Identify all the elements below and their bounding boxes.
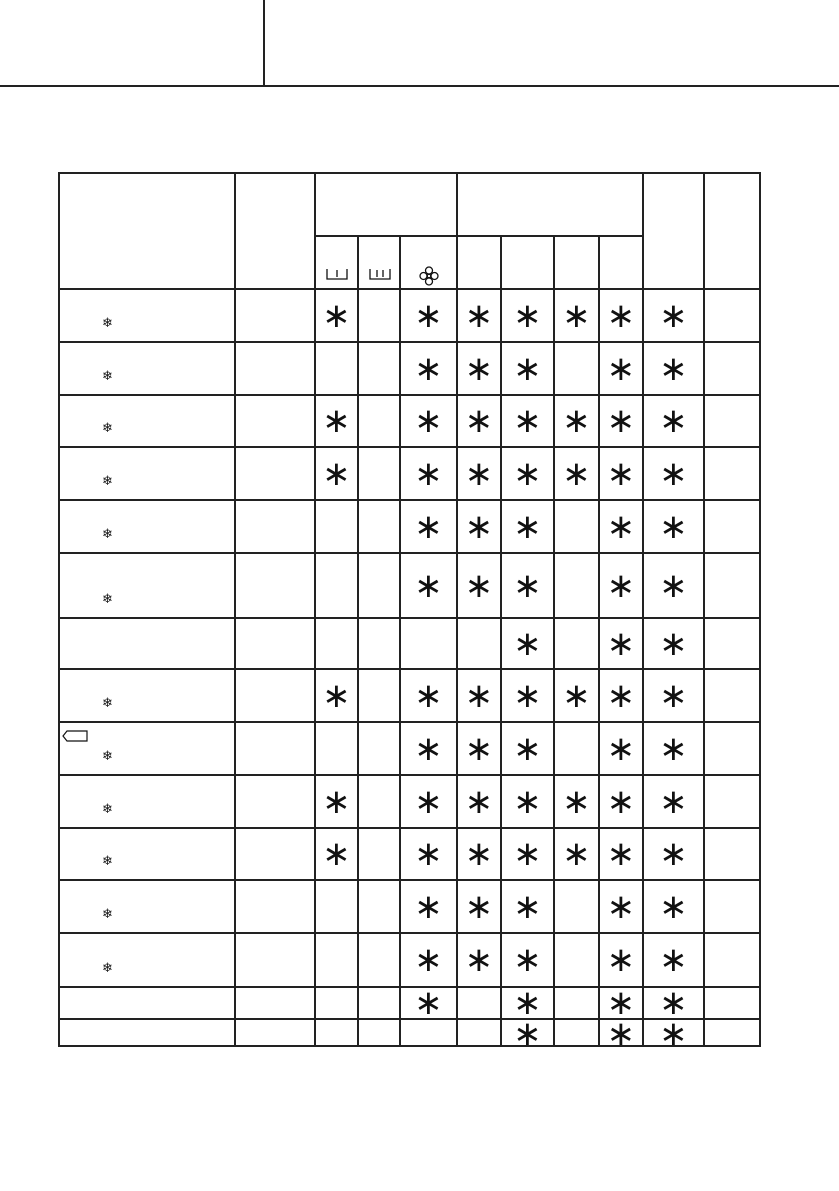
asterisk-glyph: ∗ <box>464 506 494 547</box>
mark-asterisk <box>644 290 703 341</box>
asterisk-glyph: ∗ <box>659 401 688 441</box>
asterisk-glyph: ∗ <box>464 401 494 441</box>
asterisk-glyph: ∗ <box>513 506 542 547</box>
freeze-icon: ❄ <box>102 592 113 607</box>
asterisk-glyph: ∗ <box>606 565 636 606</box>
asterisk-glyph: ∗ <box>513 675 542 716</box>
mark-asterisk <box>316 290 357 341</box>
asterisk-glyph: ∗ <box>659 940 688 980</box>
header-option-group <box>458 174 642 236</box>
asterisk-glyph: ∗ <box>659 295 688 336</box>
asterisk-glyph: ∗ <box>562 834 591 874</box>
softener-flower-icon <box>419 266 439 286</box>
mark-asterisk <box>502 776 553 827</box>
mark-asterisk <box>600 448 642 499</box>
asterisk-glyph: ∗ <box>464 728 494 769</box>
mark-asterisk <box>458 396 500 446</box>
asterisk-glyph: ∗ <box>464 834 494 874</box>
asterisk-glyph: ∗ <box>606 940 636 980</box>
mark-asterisk <box>600 554 642 617</box>
asterisk-glyph: ∗ <box>562 401 591 441</box>
mark-asterisk <box>600 619 642 668</box>
freeze-icon: ❄ <box>102 854 113 869</box>
asterisk-glyph: ∗ <box>606 401 636 441</box>
mark-asterisk <box>555 670 598 721</box>
mark-asterisk <box>644 448 703 499</box>
mark-asterisk <box>502 501 553 552</box>
mark-asterisk <box>401 983 456 1023</box>
mark-asterisk <box>458 343 500 394</box>
freeze-icon: ❄ <box>102 907 113 922</box>
mark-asterisk <box>600 1013 642 1054</box>
header-subdivider <box>357 235 359 288</box>
asterisk-glyph: ∗ <box>513 348 542 389</box>
column-divider <box>357 288 359 1047</box>
mark-asterisk <box>401 723 456 774</box>
asterisk-glyph: ∗ <box>414 401 443 441</box>
mark-asterisk <box>401 290 456 341</box>
header-divider <box>642 172 644 288</box>
mark-asterisk <box>644 670 703 721</box>
header-divider-vertical <box>263 0 265 86</box>
asterisk-glyph: ∗ <box>562 781 591 822</box>
mark-asterisk <box>502 881 553 932</box>
asterisk-glyph: ∗ <box>606 781 636 822</box>
asterisk-glyph: ∗ <box>513 623 542 664</box>
asterisk-glyph: ∗ <box>513 781 542 822</box>
asterisk-glyph: ∗ <box>464 886 494 927</box>
asterisk-glyph: ∗ <box>562 295 591 336</box>
asterisk-glyph: ∗ <box>322 781 351 822</box>
mark-asterisk <box>316 776 357 827</box>
asterisk-glyph: ∗ <box>414 728 443 769</box>
mark-asterisk <box>600 723 642 774</box>
asterisk-glyph: ∗ <box>414 506 443 547</box>
mark-asterisk <box>644 723 703 774</box>
asterisk-glyph: ∗ <box>606 886 636 927</box>
mark-asterisk <box>458 829 500 879</box>
asterisk-glyph: ∗ <box>513 1013 542 1054</box>
mark-asterisk <box>644 343 703 394</box>
mark-asterisk <box>555 396 598 446</box>
mark-asterisk <box>401 776 456 827</box>
header-subdivider <box>500 235 502 288</box>
freeze-icon: ❄ <box>102 802 113 817</box>
mark-asterisk <box>316 396 357 446</box>
header-col-10 <box>644 174 702 290</box>
asterisk-glyph: ∗ <box>513 728 542 769</box>
mark-asterisk <box>316 670 357 721</box>
asterisk-glyph: ∗ <box>513 886 542 927</box>
mark-asterisk <box>458 290 500 341</box>
asterisk-glyph: ∗ <box>513 983 542 1023</box>
column-divider <box>703 288 705 1047</box>
asterisk-glyph: ∗ <box>513 834 542 874</box>
freeze-icon: ❄ <box>102 474 113 489</box>
mark-asterisk <box>644 619 703 668</box>
asterisk-glyph: ∗ <box>414 781 443 822</box>
header-col-11 <box>704 174 761 290</box>
mark-asterisk <box>316 829 357 879</box>
freeze-icon: ❄ <box>102 316 113 331</box>
asterisk-glyph: ∗ <box>513 401 542 441</box>
asterisk-glyph: ∗ <box>659 1013 688 1054</box>
mark-asterisk <box>600 934 642 986</box>
freeze-icon: ❄ <box>102 749 113 764</box>
asterisk-glyph: ∗ <box>606 728 636 769</box>
mark-asterisk <box>555 776 598 827</box>
mark-asterisk <box>600 343 642 394</box>
mark-asterisk <box>458 934 500 986</box>
label-tag-icon <box>62 730 88 742</box>
mark-asterisk <box>502 829 553 879</box>
header-subdivider <box>553 235 555 288</box>
mark-asterisk <box>555 448 598 499</box>
mark-asterisk <box>502 448 553 499</box>
asterisk-glyph: ∗ <box>414 348 443 389</box>
asterisk-glyph: ∗ <box>562 675 591 716</box>
mark-asterisk <box>502 670 553 721</box>
mark-asterisk <box>401 501 456 552</box>
freeze-icon: ❄ <box>102 369 113 384</box>
mark-asterisk <box>401 343 456 394</box>
mark-asterisk <box>401 934 456 986</box>
mark-asterisk <box>600 829 642 879</box>
header-divider <box>314 172 316 288</box>
mark-asterisk <box>401 448 456 499</box>
header-rule <box>0 85 839 87</box>
mark-asterisk <box>458 554 500 617</box>
asterisk-glyph: ∗ <box>513 565 542 606</box>
asterisk-glyph: ∗ <box>659 983 688 1023</box>
asterisk-glyph: ∗ <box>464 348 494 389</box>
asterisk-glyph: ∗ <box>606 453 636 494</box>
asterisk-glyph: ∗ <box>606 348 636 389</box>
mark-asterisk <box>401 829 456 879</box>
header-divider <box>703 172 705 288</box>
mark-asterisk <box>401 396 456 446</box>
mark-asterisk <box>458 881 500 932</box>
asterisk-glyph: ∗ <box>659 886 688 927</box>
asterisk-glyph: ∗ <box>606 675 636 716</box>
asterisk-glyph: ∗ <box>513 940 542 980</box>
asterisk-glyph: ∗ <box>659 565 688 606</box>
mark-asterisk <box>401 554 456 617</box>
asterisk-glyph: ∗ <box>464 675 494 716</box>
header-left-cell <box>0 0 263 86</box>
column-divider <box>234 288 236 1047</box>
asterisk-glyph: ∗ <box>562 453 591 494</box>
header-subdivider <box>399 235 401 288</box>
asterisk-glyph: ∗ <box>606 506 636 547</box>
mark-asterisk <box>600 881 642 932</box>
mark-asterisk <box>502 723 553 774</box>
mark-asterisk <box>644 776 703 827</box>
asterisk-glyph: ∗ <box>322 453 351 494</box>
mark-asterisk <box>644 396 703 446</box>
asterisk-glyph: ∗ <box>464 781 494 822</box>
mark-asterisk <box>644 1013 703 1054</box>
mark-asterisk <box>644 881 703 932</box>
asterisk-glyph: ∗ <box>414 295 443 336</box>
mark-asterisk <box>316 448 357 499</box>
mark-asterisk <box>458 501 500 552</box>
mark-asterisk <box>600 670 642 721</box>
asterisk-glyph: ∗ <box>606 295 636 336</box>
freeze-icon: ❄ <box>102 696 113 711</box>
mark-asterisk <box>401 881 456 932</box>
asterisk-glyph: ∗ <box>322 401 351 441</box>
asterisk-glyph: ∗ <box>659 506 688 547</box>
asterisk-glyph: ∗ <box>464 565 494 606</box>
header-detergent-group <box>316 174 456 236</box>
asterisk-glyph: ∗ <box>414 940 443 980</box>
asterisk-glyph: ∗ <box>322 295 351 336</box>
header-subdivider <box>598 235 600 288</box>
header-temperature <box>236 174 314 290</box>
header-divider <box>234 172 236 288</box>
asterisk-glyph: ∗ <box>659 781 688 822</box>
asterisk-glyph: ∗ <box>464 940 494 980</box>
mark-asterisk <box>555 829 598 879</box>
asterisk-glyph: ∗ <box>414 886 443 927</box>
freeze-icon: ❄ <box>102 421 113 436</box>
asterisk-glyph: ∗ <box>322 834 351 874</box>
mark-asterisk <box>502 554 553 617</box>
asterisk-glyph: ∗ <box>414 565 443 606</box>
prewash-tub-icon <box>326 267 348 281</box>
freeze-icon: ❄ <box>102 527 113 542</box>
asterisk-glyph: ∗ <box>414 453 443 494</box>
mark-asterisk <box>458 723 500 774</box>
asterisk-glyph: ∗ <box>659 675 688 716</box>
mark-asterisk <box>502 934 553 986</box>
freeze-icon: ❄ <box>102 961 113 976</box>
mark-asterisk <box>502 1013 553 1054</box>
mark-asterisk <box>458 670 500 721</box>
mark-asterisk <box>502 619 553 668</box>
mark-asterisk <box>600 290 642 341</box>
asterisk-glyph: ∗ <box>659 623 688 664</box>
header-subrule <box>314 235 642 237</box>
mark-asterisk <box>502 343 553 394</box>
asterisk-glyph: ∗ <box>414 983 443 1023</box>
main-wash-tub-icon <box>369 267 391 281</box>
mark-asterisk <box>458 448 500 499</box>
asterisk-glyph: ∗ <box>659 453 688 494</box>
asterisk-glyph: ∗ <box>606 834 636 874</box>
mark-asterisk <box>555 290 598 341</box>
mark-asterisk <box>600 776 642 827</box>
asterisk-glyph: ∗ <box>414 834 443 874</box>
header-program <box>60 174 234 290</box>
mark-asterisk <box>502 290 553 341</box>
asterisk-glyph: ∗ <box>606 983 636 1023</box>
mark-asterisk <box>600 396 642 446</box>
asterisk-glyph: ∗ <box>513 453 542 494</box>
header-divider <box>456 172 458 288</box>
program-table <box>58 172 761 1054</box>
asterisk-glyph: ∗ <box>606 623 636 664</box>
asterisk-glyph: ∗ <box>414 675 443 716</box>
mark-asterisk <box>401 670 456 721</box>
asterisk-glyph: ∗ <box>464 453 494 494</box>
mark-asterisk <box>644 934 703 986</box>
asterisk-glyph: ∗ <box>464 295 494 336</box>
asterisk-glyph: ∗ <box>513 295 542 336</box>
mark-asterisk <box>458 776 500 827</box>
mark-asterisk <box>644 554 703 617</box>
asterisk-glyph: ∗ <box>659 728 688 769</box>
asterisk-glyph: ∗ <box>322 675 351 716</box>
asterisk-glyph: ∗ <box>606 1013 636 1054</box>
header-right-cell <box>265 0 839 86</box>
asterisk-glyph: ∗ <box>659 348 688 389</box>
mark-asterisk <box>644 829 703 879</box>
mark-asterisk <box>644 501 703 552</box>
mark-asterisk <box>600 501 642 552</box>
asterisk-glyph: ∗ <box>659 834 688 874</box>
mark-asterisk <box>502 396 553 446</box>
